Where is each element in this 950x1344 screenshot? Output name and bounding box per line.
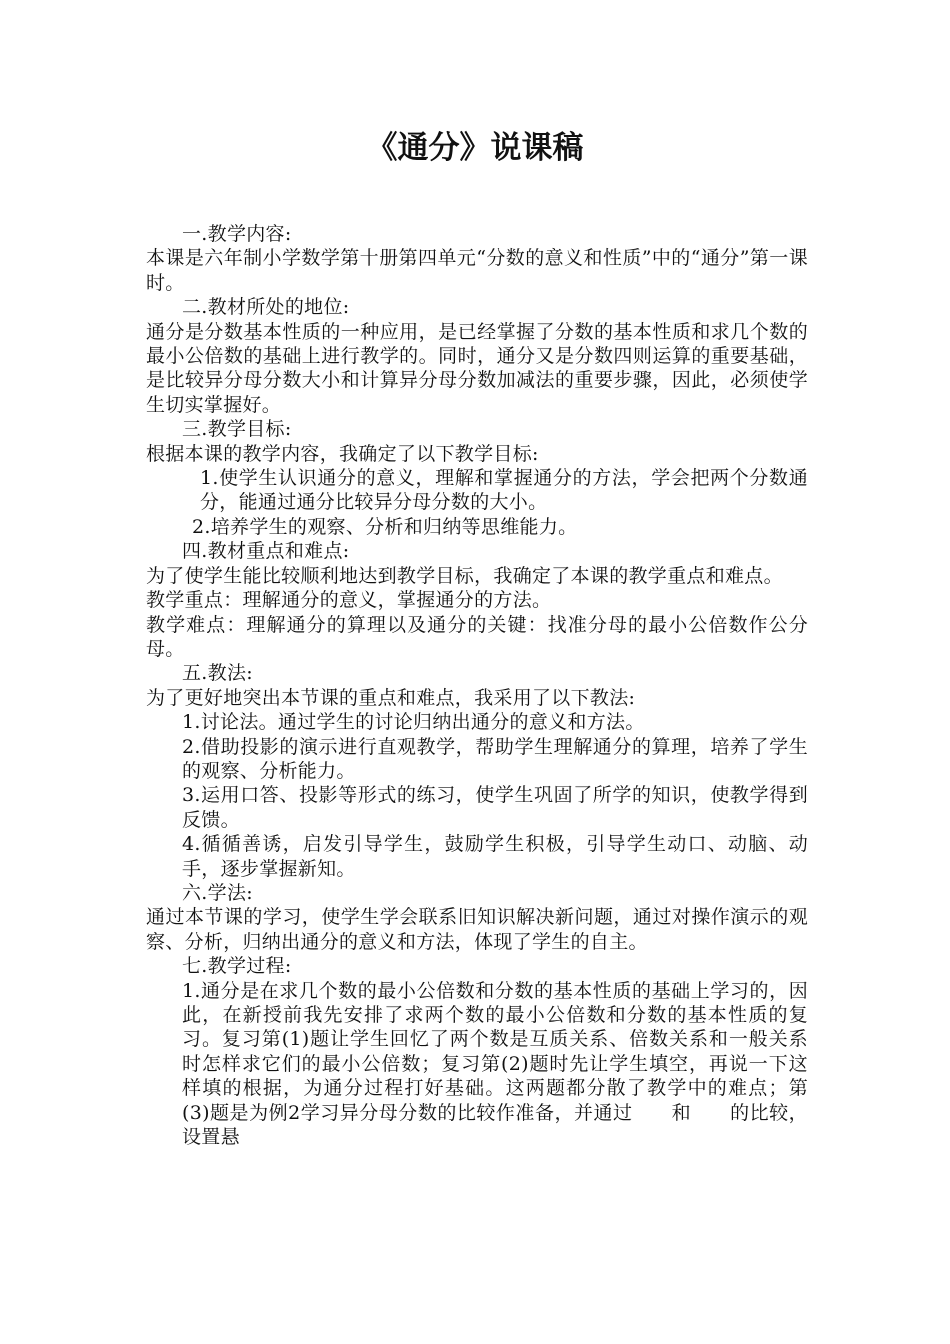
section-5-item-3: 3.运用口答、投影等形式的练习，使学生巩固了所学的知识，使教学得到反馈。 (182, 784, 808, 831)
section-2-heading: 二.教材所处的地位: (182, 296, 350, 319)
section-5-item-1: 1.讨论法。通过学生的讨论归纳出通分的意义和方法。 (182, 711, 645, 734)
section-4-difficulty: 教学难点：理解通分的算理以及通分的关键：找准分母的最小公倍数作公分母。 (146, 613, 808, 660)
section-4-key-point: 教学重点：理解通分的意义，掌握通分的方法。 (146, 589, 552, 612)
section-3-item-1: 1.使学生认识通分的意义，理解和掌握通分的方法，学会把两个分数通分，能通过通分比较异分母分数的大小。 (200, 467, 808, 514)
section-7-item-1: 1.通分是在求几个数的最小公倍数和分数的基本性质的基础上学习的，因此，在新授前我先安排了求两个数的最小公倍数和分数的基本性质的复习。复习第(1)题让学生回忆了两个数是互质关系、倍数关系和一般关系时怎样求它们的最小公倍数；复习第(2)题时先让学生填空，再说一下这样填的根据，为通分过程打好基础。这两题都分散了教学中的难点；第(3)题是为例2学习异分母分数的比较作准备，并通过 和 的比较，设置悬 (182, 979, 808, 1149)
section-6-heading: 六.学法: (182, 881, 253, 904)
section-5-heading: 五.教法: (182, 662, 253, 685)
section-1-text: 本课是六年制小学数学第十册第四单元“分数的意义和性质”中的“通分”第一课时。 (146, 247, 808, 294)
section-6-text: 通过本节课的学习，使学生学会联系旧知识解决新问题，通过对操作演示的观察、分析，归纳出通分的意义和方法，体现了学生的自主。 (146, 906, 808, 953)
section-3-intro: 根据本课的教学内容，我确定了以下教学目标: (146, 442, 539, 465)
document-title: 《通分》说课稿 (366, 130, 584, 166)
section-7-heading: 七.教学过程: (182, 955, 292, 978)
section-4-intro: 为了使学生能比较顺利地达到教学目标，我确定了本课的教学重点和难点。 (146, 564, 783, 587)
section-3-item-2: 2.培养学生的观察、分析和归纳等思维能力。 (192, 515, 578, 538)
section-4-heading: 四.教材重点和难点: (182, 540, 350, 563)
section-5-item-4: 4.循循善诱，启发引导学生，鼓励学生积极，引导学生动口、动脑、动手，逐步掌握新知。 (182, 833, 808, 880)
document-body (146, 222, 808, 1149)
section-5-item-2: 2.借助投影的演示进行直观教学，帮助学生理解通分的算理，培养了学生的观察、分析能力。 (182, 735, 808, 782)
section-1-heading: 一.教学内容: (182, 223, 292, 245)
section-3-heading: 三.教学目标: (182, 418, 292, 441)
section-2-text: 通分是分数基本性质的一种应用，是已经掌握了分数的基本性质和求几个数的最小公倍数的基础上进行教学的。同时，通分又是分数四则运算的重要基础，是比较异分母分数大小和计算异分母分数加减法的重要步骤，因此，必须使学生切实掌握好。 (146, 320, 808, 416)
section-5-intro: 为了更好地突出本节课的重点和难点，我采用了以下教法: (146, 686, 636, 709)
